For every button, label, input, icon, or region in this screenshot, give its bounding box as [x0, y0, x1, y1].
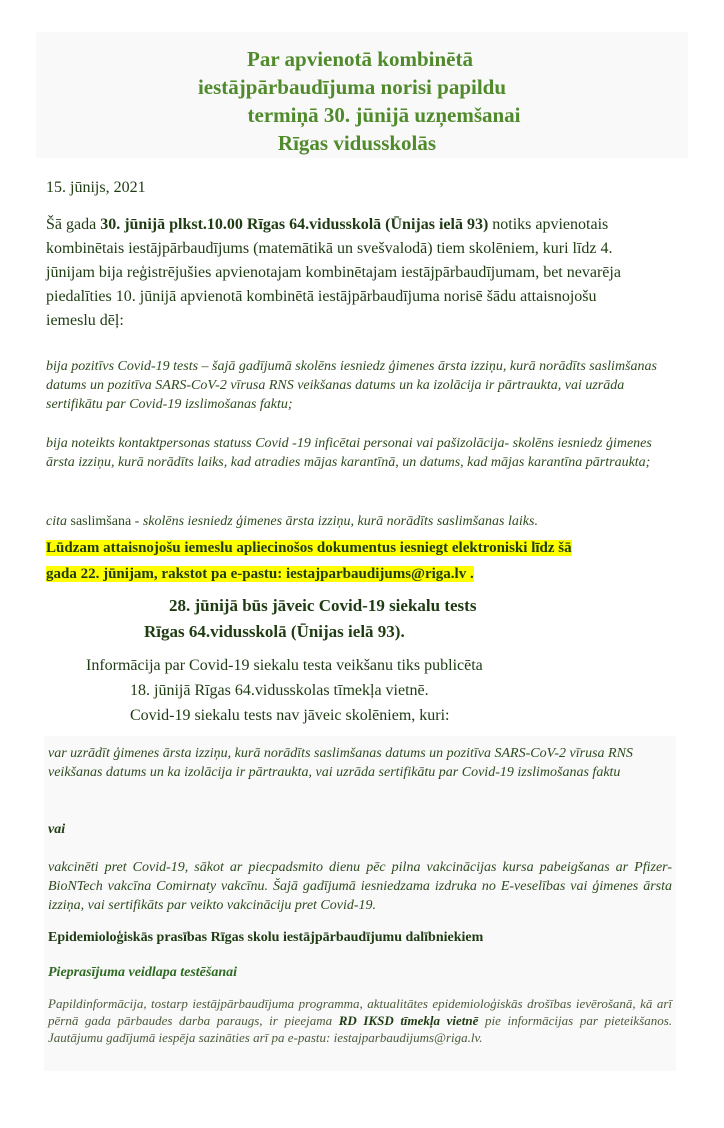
info-line-1: Informācija par Covid-19 siekalu testa veikšanu tiks publicēta [86, 657, 483, 674]
title-block [36, 32, 688, 158]
highlight-text-2: gada 22. jūnijam, rakstot pa e-pastu: iestajparbaudijums@riga.lv . [46, 566, 474, 582]
exemption-or: vai [48, 822, 66, 837]
reason-other-mid: saslimšana - [67, 514, 143, 529]
intro-rest: notiks apvienotais kombinētais iestājpārbaudījums (matemātikā un svešvalodā) tiem skolēniem, kuri līdz 4. jūnijam bija reģistrējušies apvienotajam kombinētajam iestājpārbaudījumam, bet nevarēja piedalīties 10. jūnijā apvienotā kombinētā iestājpārbaudījuma norisē šādu attaisnojošu iemeslu dēļ: [46, 216, 621, 329]
test-request-form-link[interactable]: Pieprasījuma veidlapa testēšanai [48, 965, 237, 980]
intro-paragraph [46, 213, 646, 333]
reason-covid-positive: bija pozitīvs Covid-19 tests – šajā gadījumā skolēns iesniedz ģimenes ārsta izziņu, kurā norādīts saslimšanas datums un pozitīva SARS-CoV-2 vīrusa RNS veikšanas datums un ka izolācija ir pārtraukta, vai uzrāda sertifikātu par Covid-19 izslimošanas faktu; [46, 359, 657, 412]
rd-iksd-website-link[interactable]: RD IKSD tīmekļa vietnē [338, 1013, 479, 1028]
footer-after: pie informācijas par pieteikšanos. Jautājumu gadījumā iespēja sazināties arī pa e-pastu: iestajparbaudijums@riga.lv. [48, 1013, 672, 1045]
highlight-line-2 [46, 563, 474, 585]
saliva-test-heading-1: 28. jūnijā būs jāveic Covid-19 siekalu tests [169, 596, 477, 615]
intro-prefix: Šā gada [46, 216, 101, 233]
epidemiological-requirements-link[interactable]: Epidemioloģiskās prasības Rīgas skolu iestājpārbaudījumu dalībniekiem [48, 930, 484, 945]
highlight-line-1 [46, 537, 572, 559]
reason-other-illness [46, 512, 670, 531]
info-line-3: Covid-19 siekalu tests nav jāveic skolēniem, kuri: [130, 707, 450, 724]
saliva-test-heading-2: Rīgas 64.vidusskolā (Ūnijas ielā 93). [144, 622, 405, 641]
exemption-recovered: var uzrādīt ģimenes ārsta izziņu, kurā norādīts saslimšanas datums un pozitīva SARS-CoV-2 vīrusa RNS veikšanas datums un ka izolācija ir pārtraukta, vai uzrāda sertifikātu par Covid-19 izslimošanas faktu [48, 746, 633, 780]
info-line-2: 18. jūnijā Rīgas 64.vidusskolas tīmekļa vietnē. [130, 682, 429, 699]
reason-other-prefix: cita [46, 514, 67, 529]
reason-contact-person: bija noteikts kontaktpersonas statuss Covid -19 inficētai personai vai pašizolācija- skolēns iesniedz ģimenes ārsta izziņu, kurā norādīts laiks, kad atradies mājas karantīnā, un datums, kad mājas karantīna pārtraukta; [46, 436, 652, 470]
page-title-line-2: iestājpārbaudījuma norisi papildu [197, 75, 507, 99]
reason-other-rest: skolēns iesniedz ģimenes ārsta izziņu, kurā norādīts saslimšanas laiks. [142, 514, 538, 529]
page-title-line-4: Rīgas vidusskolās [277, 131, 437, 155]
highlight-text-1: Lūdzam attaisnojošu iemeslu apliecinošos dokumentus iesniegt elektroniski līdz šā [46, 540, 572, 556]
footer-info [48, 995, 672, 1046]
exemption-vaccinated: vakcinēti pret Covid-19, sākot ar piecpadsmito dienu pēc pilna vakcinācijas kursa pabeigšanas ar Pfizer-BioNTech vakcīna Comirnaty vakcīnu. Šajā gadījumā iesniedzama izdruka no E-veselības vai ģimenes ārsta izziņa, vai sertifikāts par veikto vakcināciju pret Covid-19. [48, 860, 672, 913]
footer-before: Papildinformācija, tostarp iestājpārbaudījuma programma, aktualitātes epidemioloģiskās drošības ievērošanā, kā arī pērnā gada pārbaudes darba paraugs, ir pieejama [48, 996, 672, 1028]
page-title-line-3: termiņā 30. jūnijā uzņemšanai [247, 103, 521, 127]
publication-date: 15. jūnijs, 2021 [46, 179, 146, 196]
page-title-line-1: Par apvienotā kombinētā [247, 47, 473, 71]
intro-bold: 30. jūnijā plkst.10.00 Rīgas 64.vidusskolā (Ūnijas ielā 93) [100, 216, 489, 233]
